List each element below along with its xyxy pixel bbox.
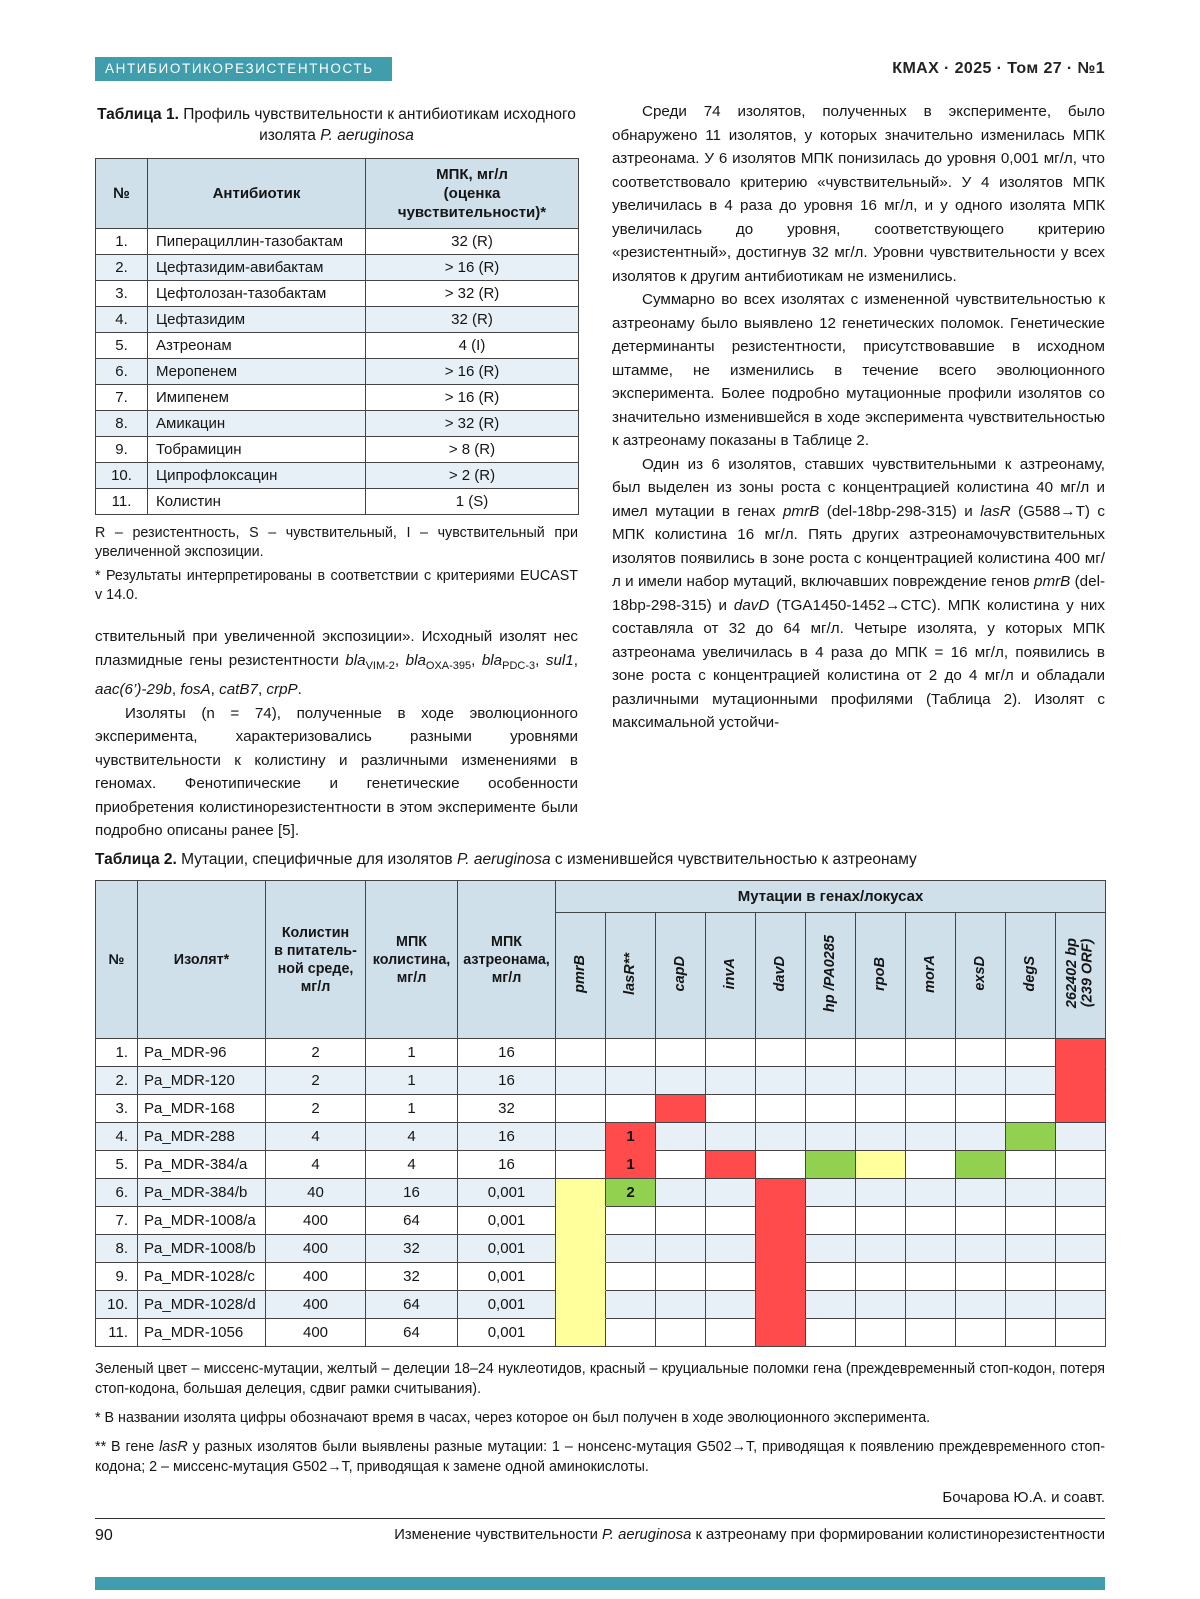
table-cell: 3. (96, 281, 148, 307)
page-header (95, 57, 1105, 81)
mutation-empty-cell (1056, 1151, 1106, 1179)
table2-caption: Таблица 2. Мутации, специфичные для изолятов P. aeruginosa с изменившейся чувствительностью к азтреонаму (95, 851, 917, 868)
mutation-empty-cell (1006, 1207, 1056, 1235)
mutation-cell: 1 (606, 1151, 656, 1179)
mutation-cell (756, 1207, 806, 1235)
table-cell: Pa_MDR-384/a (138, 1151, 266, 1179)
authors-line: Бочарова Ю.А. и соавт. (942, 1489, 1105, 1506)
mutation-cell (756, 1319, 806, 1347)
mutation-empty-cell (806, 1095, 856, 1123)
table-cell: 400 (266, 1235, 366, 1263)
table-cell: 16 (458, 1123, 556, 1151)
mutation-empty-cell (956, 1095, 1006, 1123)
table-row (96, 437, 579, 463)
mutation-cell (1056, 1095, 1106, 1123)
table-cell: 1 (366, 1095, 458, 1123)
col-header-isolate: Изолят* (138, 881, 266, 1039)
table-cell: Pa_MDR-288 (138, 1123, 266, 1151)
mutation-empty-cell (856, 1067, 906, 1095)
table-cell: 16 (458, 1039, 556, 1067)
table-cell: 7. (96, 1207, 138, 1235)
table-cell: Pa_MDR-120 (138, 1067, 266, 1095)
col-header-number: № (96, 881, 138, 1039)
gene-column-capD: capD (656, 913, 706, 1039)
antibiotic-table-body (96, 229, 579, 515)
table2-footnote-isolate: * В названии изолята цифры обозначают время в часах, через которое он был получен в ходе эволюционного эксперимента. (95, 1410, 931, 1426)
mutation-cell (756, 1179, 806, 1207)
footer-bar (95, 1577, 1105, 1590)
mutation-cell (756, 1291, 806, 1319)
mutation-empty-cell (856, 1039, 906, 1067)
col-header-mic-aztreonam: МПК азтреонама, мг/л (458, 881, 556, 1039)
mutation-empty-cell (956, 1319, 1006, 1347)
table-cell: 6. (96, 359, 148, 385)
footer-row (95, 1527, 1105, 1545)
mutation-empty-cell (906, 1263, 956, 1291)
table-row (96, 385, 579, 411)
mutation-cell (1056, 1067, 1106, 1095)
mutation-empty-cell (806, 1179, 856, 1207)
table-cell: 2. (96, 255, 148, 281)
mutation-table-body (96, 1039, 1106, 1347)
mutation-empty-cell (856, 1291, 906, 1319)
mutation-empty-cell (756, 1039, 806, 1067)
mutation-cell: 2 (606, 1179, 656, 1207)
mutation-cell (556, 1263, 606, 1291)
col-header-colistin-medium: Колистин в питатель- ной среде, мг/л (266, 881, 366, 1039)
mutation-cell (556, 1319, 606, 1347)
table-row (96, 1179, 1106, 1207)
running-title: Изменение чувствительности P. aeruginosa к азтреонаму при формировании колистинорезистентности (394, 1527, 1106, 1543)
mutation-empty-cell (956, 1207, 1006, 1235)
table-cell: 2 (266, 1039, 366, 1067)
table-cell: 40 (266, 1179, 366, 1207)
left-column (95, 100, 578, 848)
table-cell: 6. (96, 1179, 138, 1207)
table-cell: 0,001 (458, 1207, 556, 1235)
table-row (96, 1095, 1106, 1123)
table-cell: 32 (366, 1263, 458, 1291)
mutation-empty-cell (656, 1039, 706, 1067)
table-row (96, 411, 579, 437)
mutation-cell (656, 1095, 706, 1123)
table-cell: 64 (366, 1207, 458, 1235)
table2-section (95, 850, 1105, 1477)
table-cell: Ципрофлоксацин (148, 463, 366, 489)
table-cell: Цефтазидим (148, 307, 366, 333)
journal-reference: КМАХ · 2025 · Том 27 · №1 (892, 60, 1105, 77)
table-cell: Пиперациллин-тазобактам (148, 229, 366, 255)
section-label: АНТИБИОТИКОРЕЗИСТЕНТНОСТЬ (95, 57, 392, 81)
table-cell: 1 (366, 1039, 458, 1067)
table-cell: Цефтазидим-авибактам (148, 255, 366, 281)
table-cell: 9. (96, 437, 148, 463)
two-column-area (95, 100, 1105, 848)
mutation-empty-cell (806, 1039, 856, 1067)
table-cell: Колистин (148, 489, 366, 515)
mutation-empty-cell (806, 1291, 856, 1319)
gene-column-morA: morA (906, 913, 956, 1039)
table-cell: 0,001 (458, 1291, 556, 1319)
table-header-row (96, 159, 579, 229)
mutation-cell (806, 1151, 856, 1179)
mutation-empty-cell (1056, 1179, 1106, 1207)
mutation-cell (856, 1151, 906, 1179)
mutation-empty-cell (906, 1067, 956, 1095)
table-cell: Pa_MDR-96 (138, 1039, 266, 1067)
mutation-cell (556, 1179, 606, 1207)
mutation-empty-cell (656, 1263, 706, 1291)
mutation-empty-cell (756, 1095, 806, 1123)
table-row (96, 255, 579, 281)
mutation-empty-cell (1056, 1123, 1106, 1151)
table-row (96, 1291, 1106, 1319)
mutation-empty-cell (1006, 1067, 1056, 1095)
table-cell: Цефтолозан-тазобактам (148, 281, 366, 307)
table-row (96, 1039, 1106, 1067)
table-cell: 32 (366, 1235, 458, 1263)
mutation-empty-cell (806, 1235, 856, 1263)
mutation-empty-cell (906, 1039, 956, 1067)
table-cell: > 2 (R) (366, 463, 579, 489)
mutation-cell (556, 1207, 606, 1235)
mutation-empty-cell (956, 1263, 1006, 1291)
table-row (96, 1123, 1106, 1151)
gene-column-hp-PA0285: hp /PA0285 (806, 913, 856, 1039)
table-cell: 10. (96, 1291, 138, 1319)
mutation-empty-cell (956, 1039, 1006, 1067)
table-cell: 1 (366, 1067, 458, 1095)
mutation-cell (1056, 1039, 1106, 1067)
right-column (612, 100, 1105, 848)
mutation-empty-cell (906, 1123, 956, 1151)
mutation-empty-cell (606, 1263, 656, 1291)
mutation-cell: 1 (606, 1123, 656, 1151)
table-cell: Pa_MDR-1028/c (138, 1263, 266, 1291)
mutations-group-header: Мутации в генах/локусах (556, 881, 1106, 913)
mutation-empty-cell (1056, 1319, 1106, 1347)
mutation-cell (556, 1291, 606, 1319)
table-cell: Азтреонам (148, 333, 366, 359)
mutation-empty-cell (806, 1067, 856, 1095)
mutation-empty-cell (606, 1319, 656, 1347)
mutation-empty-cell (656, 1291, 706, 1319)
table-cell: Меропенем (148, 359, 366, 385)
mutation-cell (706, 1151, 756, 1179)
mutation-empty-cell (1056, 1207, 1106, 1235)
table-cell: 0,001 (458, 1179, 556, 1207)
table-cell: 3. (96, 1095, 138, 1123)
table-cell: 400 (266, 1263, 366, 1291)
mutation-empty-cell (1006, 1235, 1056, 1263)
mutation-cell (756, 1235, 806, 1263)
table-row (96, 229, 579, 255)
mutation-empty-cell (556, 1123, 606, 1151)
mutation-empty-cell (806, 1207, 856, 1235)
table-row (96, 1067, 1106, 1095)
mutation-empty-cell (706, 1067, 756, 1095)
table-cell: 2 (266, 1095, 366, 1123)
mutation-empty-cell (706, 1235, 756, 1263)
table-cell: > 32 (R) (366, 411, 579, 437)
mutation-empty-cell (706, 1263, 756, 1291)
gene-column-pmrB: pmrB (556, 913, 606, 1039)
paragraph: Изоляты (n = 74), полученные в ходе эволюционного эксперимента, характеризовались разными уровнями чувствительности к колистину и различными изменениями в геномах. Фенотипические и генетические особенности приобретения колистинорезистентности в этом эксперименте были подробно описаны ранее [5]. (95, 704, 578, 840)
mutation-empty-cell (606, 1095, 656, 1123)
table-cell: Pa_MDR-1008/b (138, 1235, 266, 1263)
table-cell: Амикацин (148, 411, 366, 437)
table-cell: 400 (266, 1207, 366, 1235)
mutation-empty-cell (856, 1095, 906, 1123)
table-cell: 400 (266, 1319, 366, 1347)
table-cell: 2. (96, 1067, 138, 1095)
table-cell: 1. (96, 229, 148, 255)
mutation-empty-cell (956, 1067, 1006, 1095)
table-cell: 4 (266, 1151, 366, 1179)
page-number: 90 (95, 1527, 113, 1544)
footer-rule (95, 1518, 1105, 1519)
table-row (96, 359, 579, 385)
table-cell: > 16 (R) (366, 359, 579, 385)
table-cell: 4. (96, 1123, 138, 1151)
table-row (96, 489, 579, 515)
col-header-mic-colistin: МПК колистина, мг/л (366, 881, 458, 1039)
table-cell: 4 (366, 1123, 458, 1151)
table-cell: > 8 (R) (366, 437, 579, 463)
mutation-empty-cell (906, 1207, 956, 1235)
mutation-empty-cell (806, 1123, 856, 1151)
table-cell: Pa_MDR-168 (138, 1095, 266, 1123)
mutation-empty-cell (906, 1095, 956, 1123)
mutation-empty-cell (706, 1039, 756, 1067)
mutation-empty-cell (956, 1235, 1006, 1263)
mutation-empty-cell (906, 1291, 956, 1319)
table-cell: 0,001 (458, 1263, 556, 1291)
mutation-empty-cell (856, 1179, 906, 1207)
table-cell: 5. (96, 1151, 138, 1179)
gene-column-exsD: exsD (956, 913, 1006, 1039)
table-cell: 16 (458, 1151, 556, 1179)
color-legend: Зеленый цвет – миссенс-мутации, желтый – делеции 18–24 нуклеотидов, красный – круциальные поломки гена (преждевременный стоп-кодон, потеря стоп-кодона, большая делеция, сдвиг рамки считывания). (95, 1361, 1105, 1397)
mutation-empty-cell (806, 1263, 856, 1291)
mutation-empty-cell (556, 1067, 606, 1095)
table-cell: > 32 (R) (366, 281, 579, 307)
mutation-empty-cell (1056, 1235, 1106, 1263)
table-cell: 4 (366, 1151, 458, 1179)
table-cell: 16 (458, 1067, 556, 1095)
mutation-empty-cell (1006, 1039, 1056, 1067)
mutation-empty-cell (906, 1179, 956, 1207)
mutation-empty-cell (906, 1151, 956, 1179)
mutation-empty-cell (706, 1207, 756, 1235)
mutation-empty-cell (606, 1067, 656, 1095)
gene-column-invA: invA (706, 913, 756, 1039)
table-cell: 8. (96, 411, 148, 437)
mutation-empty-cell (756, 1067, 806, 1095)
col-header-number: № (96, 159, 148, 229)
table2-footnote-lasR: ** В гене lasR у разных изолятов были выявлены разные мутации: 1 – нонсенс-мутация G502→T, приводящая к появлению преждевременного стоп-кодона; 2 – миссенс-мутация G502→T, приводящая к замене одной аминокислоты. (95, 1439, 1105, 1475)
mutation-empty-cell (1006, 1319, 1056, 1347)
mutation-empty-cell (656, 1151, 706, 1179)
mutation-empty-cell (756, 1151, 806, 1179)
mutation-empty-cell (706, 1095, 756, 1123)
table-cell: 400 (266, 1291, 366, 1319)
table-row (96, 281, 579, 307)
paragraph: Суммарно во всех изолятах с измененной чувствительностью к азтреонаму было выявлено 12 генетических поломок. Генетические детерминанты резистентности, присутствовавшие в исходном штамме, не изменились в течение всего эволюционного эксперимента. Более подробно мутационные профили изолятов со значительно изменившейся в ходе эксперимента чувствительностью к азтреонаму показаны в Таблице 2. (612, 291, 1105, 449)
table-cell: 10. (96, 463, 148, 489)
mutation-empty-cell (1056, 1263, 1106, 1291)
table-cell: 1. (96, 1039, 138, 1067)
table-cell: 8. (96, 1235, 138, 1263)
col-header-mic: МПК, мг/л (оценка чувствительности)* (366, 159, 579, 229)
table-cell: Pa_MDR-1008/a (138, 1207, 266, 1235)
mutation-empty-cell (656, 1319, 706, 1347)
mutations-table (95, 880, 1106, 1347)
table-cell: Pa_MDR-384/b (138, 1179, 266, 1207)
mutation-empty-cell (856, 1123, 906, 1151)
table-cell: 16 (366, 1179, 458, 1207)
mutation-empty-cell (606, 1291, 656, 1319)
mutation-empty-cell (1056, 1291, 1106, 1319)
table-cell: Pa_MDR-1028/d (138, 1291, 266, 1319)
mutation-empty-cell (706, 1179, 756, 1207)
mutation-empty-cell (956, 1291, 1006, 1319)
table-cell: > 16 (R) (366, 385, 579, 411)
table1-footnote-eucast: * Результаты интерпретированы в соответствии с критериями EUCAST v 14.0. (95, 568, 578, 603)
table-cell: 32 (R) (366, 229, 579, 255)
col-header-antibiotic: Антибиотик (148, 159, 366, 229)
mutation-empty-cell (956, 1179, 1006, 1207)
mutation-empty-cell (656, 1207, 706, 1235)
mutation-empty-cell (1006, 1179, 1056, 1207)
table-row (96, 1235, 1106, 1263)
mutation-empty-cell (656, 1179, 706, 1207)
table-cell: 1 (S) (366, 489, 579, 515)
mutation-empty-cell (556, 1039, 606, 1067)
gene-column-davD: davD (756, 913, 806, 1039)
table-cell: 64 (366, 1319, 458, 1347)
mutation-empty-cell (1006, 1291, 1056, 1319)
mutation-cell (556, 1235, 606, 1263)
mutation-empty-cell (706, 1319, 756, 1347)
mutation-empty-cell (706, 1123, 756, 1151)
mutation-empty-cell (606, 1207, 656, 1235)
table-row (96, 1263, 1106, 1291)
gene-column-lasR: lasR** (606, 913, 656, 1039)
table-cell: Имипенем (148, 385, 366, 411)
mutation-empty-cell (806, 1319, 856, 1347)
table-cell: Тобрамицин (148, 437, 366, 463)
mutation-empty-cell (856, 1207, 906, 1235)
table-cell: > 16 (R) (366, 255, 579, 281)
gene-column-262402bp: 262402 bp (239 ORF) (1056, 913, 1106, 1039)
mutation-empty-cell (656, 1235, 706, 1263)
table-cell: 11. (96, 1319, 138, 1347)
table-row (96, 333, 579, 359)
mutation-empty-cell (706, 1291, 756, 1319)
mutation-empty-cell (906, 1235, 956, 1263)
table-cell: 7. (96, 385, 148, 411)
mutation-empty-cell (606, 1039, 656, 1067)
table-cell: 32 (R) (366, 307, 579, 333)
mutation-empty-cell (956, 1123, 1006, 1151)
table-cell: 32 (458, 1095, 556, 1123)
mutation-empty-cell (556, 1151, 606, 1179)
mutation-empty-cell (1006, 1263, 1056, 1291)
mutation-cell (756, 1263, 806, 1291)
gene-column-degS: degS (1006, 913, 1056, 1039)
paragraph: Среди 74 изолятов, полученных в эксперименте, было обнаружено 11 изолятов, у которых значительно изменилась МПК азтреонама. У 6 изолятов МПК понизилась до уровня 0,001 мг/л, что соответствовало критерию «чувствительный». У 4 изолятов МПК увеличилась в 4 раза до уровня 16 мг/л, и у одного изолята МПК увеличилась до уровня, соответствующего критерию «резистентный», достигнув 32 мг/л. Уровни чувствительности у всех изолятов к другим антибиотикам не изменились. (612, 103, 1105, 285)
table-cell: 5. (96, 333, 148, 359)
antibiotic-susceptibility-table (95, 158, 579, 515)
mutation-empty-cell (606, 1235, 656, 1263)
paragraph: ствительный при увеличенной экспозиции». Исходный изолят нес плазмидные гены резистентности bla$_{VIM-2}$, bla$_{OXA-395}$, bla$_{PDC-3}$, sul1, aac(6’)-29b, fosA, catB7, crpP. (95, 628, 578, 699)
table-row (96, 463, 579, 489)
paragraph: Один из 6 изолятов, ставших чувствительными к азтреонаму, был выделен из зоны роста с концентрацией колистина 40 мг/л и имел мутации в генах pmrB (del-18bp-298-315) и lasR (G588→T) с МПК колистина 16 мг/л. Пять других азтреонамочувствительных изолятов появились в зоне роста с концентрацией колистина 400 мг/л и имели набор мутаций, включавших повреждение генов pmrB (del-18bp-298-315) и davD (TGA1450-1452→CTC). МПК колистина у них составляла от 32 до 64 мг/л. Четыре изолята, у которых МПК азтреонама увеличилась в 4 раза до МПК = 16 мг/л, появились в зоне роста с концентрацией колистина от 2 до 4 мг/л и обладали различными мутационными профилями (Таблица 2). Изолят с максимальной устойчи- (612, 455, 1105, 731)
mutation-empty-cell (556, 1095, 606, 1123)
table-row (96, 1151, 1106, 1179)
mutation-empty-cell (856, 1263, 906, 1291)
table-cell: 4 (266, 1123, 366, 1151)
table1-caption: Таблица 1. Профиль чувствительности к антибиотикам исходного изолята P. aeruginosa (97, 106, 576, 144)
table-row (96, 1207, 1106, 1235)
mutation-empty-cell (1006, 1151, 1056, 1179)
table-row (96, 307, 579, 333)
table-cell: 2 (266, 1067, 366, 1095)
table-cell: 64 (366, 1291, 458, 1319)
table-header-row-top (96, 881, 1106, 913)
mutation-empty-cell (856, 1319, 906, 1347)
table-cell: Pa_MDR-1056 (138, 1319, 266, 1347)
table-cell: 11. (96, 489, 148, 515)
mutation-empty-cell (656, 1067, 706, 1095)
mutation-empty-cell (756, 1123, 806, 1151)
table-cell: 4 (I) (366, 333, 579, 359)
table-row (96, 1319, 1106, 1347)
mutation-cell (956, 1151, 1006, 1179)
table1-footnote-legend: R – резистентность, S – чувствительный, I – чувствительный при увеличенной экспозиции. (95, 525, 578, 560)
gene-column-rpoB: rpoB (856, 913, 906, 1039)
mutation-cell (1006, 1123, 1056, 1151)
table-cell: 9. (96, 1263, 138, 1291)
mutation-empty-cell (1006, 1095, 1056, 1123)
table-cell: 4. (96, 307, 148, 333)
mutation-empty-cell (906, 1319, 956, 1347)
table-cell: 0,001 (458, 1235, 556, 1263)
mutation-empty-cell (856, 1235, 906, 1263)
table-cell: 0,001 (458, 1319, 556, 1347)
mutation-empty-cell (656, 1123, 706, 1151)
